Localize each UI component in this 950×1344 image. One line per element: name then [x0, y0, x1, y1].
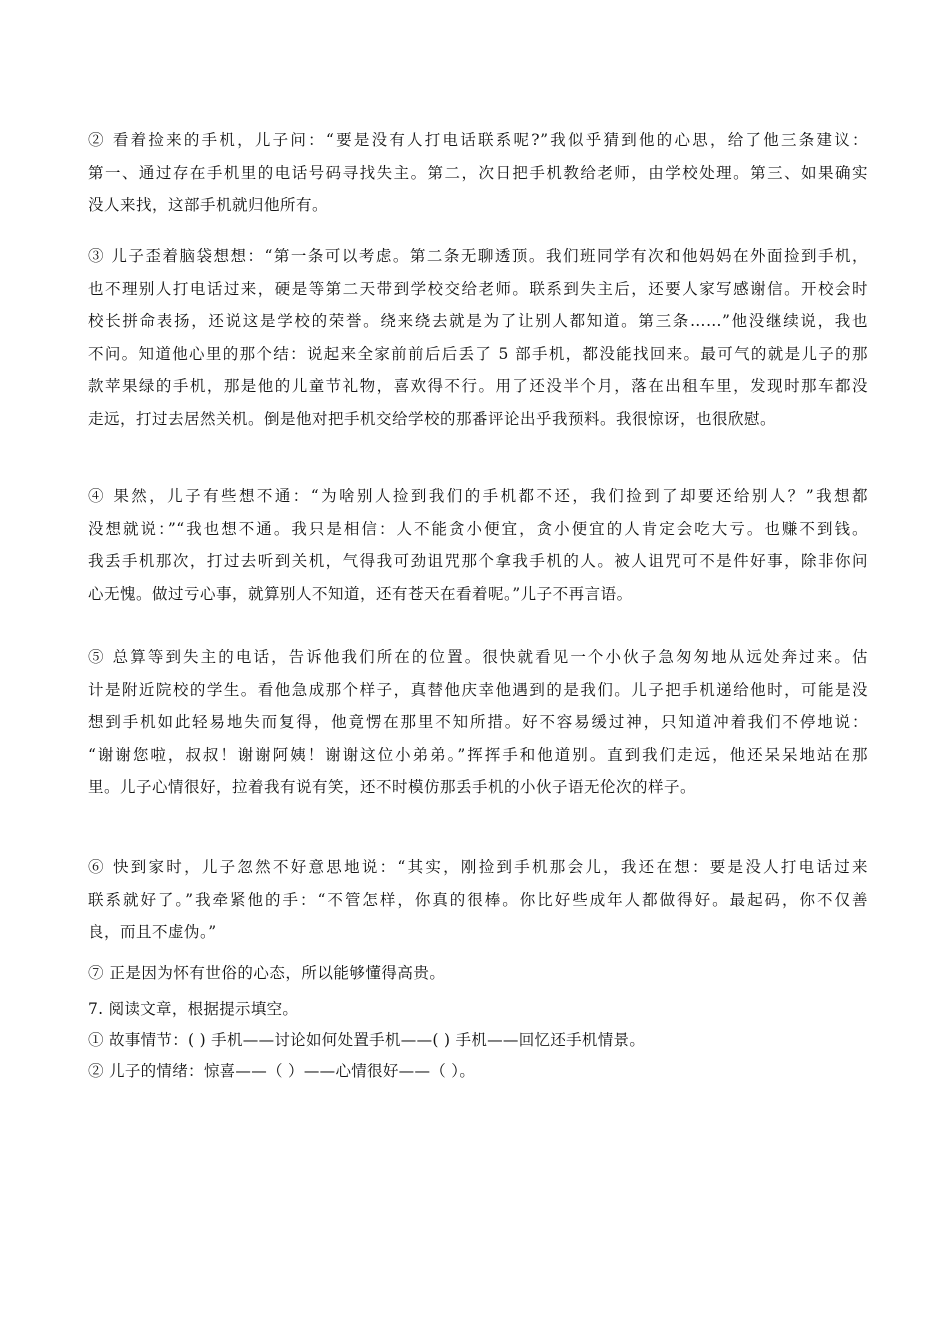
paragraph-line: 走远，打过去居然关机。倒是他对把手机交给学校的那番评论出乎我预料。我很惊讶，也很欣慰。 [88, 409, 777, 428]
paragraph-line: 心无愧。做过亏心事，就算别人不知道，还有苍天在看着呢。”儿子不再言语。 [88, 584, 633, 603]
paragraph-line: ⑥ 快到家时，儿子忽然不好意思地说：“其实，刚捡到手机那会儿，我还在想：要是没人打电话过来 [88, 858, 868, 876]
paragraph-line: ③ 儿子歪着脑袋想想：“第一条可以考虑。第二条无聊透顶。我们班同学有次和他妈妈在外面捡到手机， [88, 247, 868, 265]
paragraph-line: 第一、通过存在手机里的电话号码寻找失主。第二，次日把手机教给老师，由学校处理。第三、如果确实 [88, 163, 868, 182]
paragraph-line: “谢谢您啦，叔叔！谢谢阿姨！谢谢这位小弟弟。”挥挥手和他道别。直到我们走远，他还呆呆地站在那 [88, 745, 868, 764]
question-title: 7. 阅读文章，根据提示填空。 [88, 1000, 299, 1018]
paragraph-line: 也不理别人打电话过来，硬是等第二天带到学校交给老师。联系到失主后，还要人家写感谢信。开校会时 [88, 279, 868, 298]
paragraph-line: 联系就好了。”我牵紧他的手：“不管怎样，你真的很棒。你比好些成年人都做得好。最起码，你不仅善 [88, 890, 868, 909]
paragraph-line: 校长拼命表扬，还说这是学校的荣誉。绕来绕去就是为了让别人都知道。第三条……”他没继续说，我也 [88, 312, 868, 331]
paragraph-line: 没想就说：”“我也想不通。我只是相信：人不能贪小便宜，贪小便宜的人肯定会吃大亏。也赚不到钱。 [88, 519, 868, 538]
paragraph-line: ② 看着捡来的手机，儿子问：“要是没有人打电话联系呢?”我似乎猜到他的心思，给了他三条建议： [88, 131, 868, 149]
paragraph-line: ④ 果然，儿子有些想不通：“为啥别人捡到我们的手机都不还，我们捡到了却要还给别人？”我想都 [88, 487, 868, 505]
paragraph-line: 不问。知道他心里的那个结：说起来全家前前后后丢了 5 部手机，都没能找回来。最可气的就是儿子的那 [88, 344, 868, 363]
question-7 [88, 994, 868, 1087]
paragraph-line: 款苹果绿的手机，那是他的儿童节礼物，喜欢得不行。用了还没半个月，落在出租车里，发现时那车都没 [88, 377, 868, 396]
paragraph-2 [88, 124, 868, 222]
paragraph-line: 想到手机如此轻易地失而复得，他竟愣在那里不知所措。好不容易缓过神，只知道冲着我们不停地说： [88, 713, 868, 732]
paragraph-line: 良，而且不虚伪。” [88, 923, 217, 942]
paragraph-line: ⑤ 总算等到失主的电话，告诉他我们所在的位置。很快就看见一个小伙子急匆匆地从远处奔过来。估 [88, 648, 868, 666]
paragraph-line: 我丢手机那次，打过去听到关机，气得我可劲诅咒那个拿我手机的人。被人诅咒可不是件好事，除非你问 [88, 552, 868, 571]
paragraph-line: 没人来找，这部手机就归他所有。 [88, 196, 329, 215]
paragraph-4 [88, 480, 868, 610]
paragraph-line: 里。儿子心情很好，拉着我有说有笑，还不时模仿那丢手机的小伙子语无伦次的样子。 [88, 778, 697, 797]
paragraph-line: ⑦ 正是因为怀有世俗的心态，所以能够懂得高贵。 [88, 964, 446, 982]
paragraph-3 [88, 240, 868, 436]
question-item-emotion: ② 儿子的情绪：惊喜——（ ）——心情很好——（ ）。 [88, 1062, 476, 1080]
paragraph-7 [88, 957, 868, 990]
question-item-plot: ① 故事情节：( ) 手机——讨论如何处置手机——( ) 手机——回忆还手机情景。 [88, 1031, 646, 1049]
paragraph-5 [88, 641, 868, 804]
paragraph-6 [88, 851, 868, 949]
paragraph-line: 计是附近院校的学生。看他急成那个样子，真替他庆幸他遇到的是我们。儿子把手机递给他时，可能是没 [88, 680, 868, 699]
